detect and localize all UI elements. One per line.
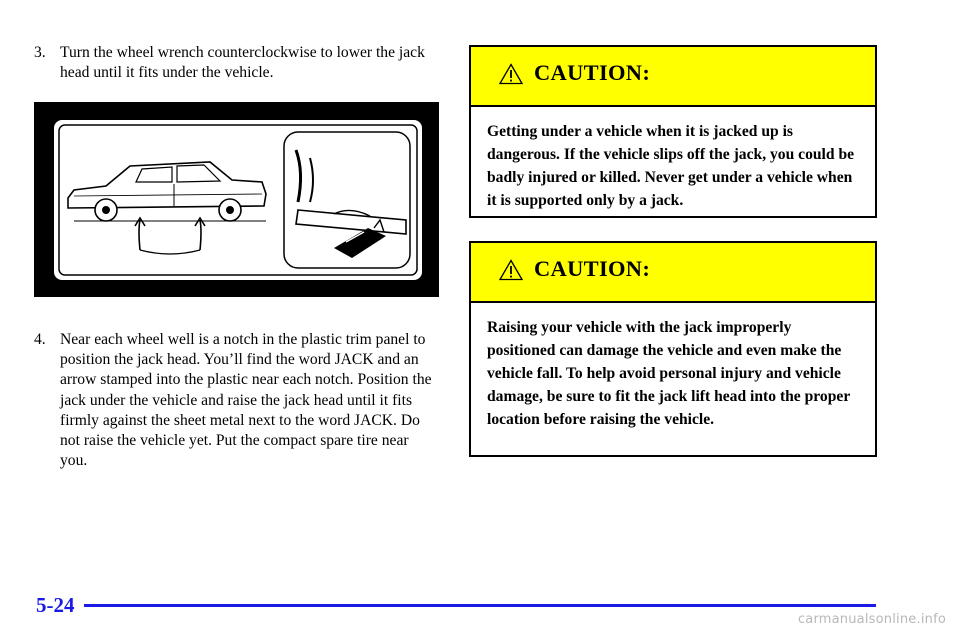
step-number: 3. (34, 44, 46, 61)
watermark: carmanualsonline.info (797, 612, 946, 627)
page-number: 5-24 (36, 593, 75, 617)
caution-box-jacked-vehicle (469, 45, 877, 218)
step-4 (34, 330, 438, 471)
vehicle-jack-points-icon (34, 102, 439, 297)
caution-title: CAUTION: (534, 256, 651, 281)
step-number: 4. (34, 331, 46, 348)
warning-triangle-icon (499, 259, 523, 281)
warning-triangle-icon (499, 63, 523, 85)
caution-text: Getting under a vehicle when it is jacked up is dangerous. If the vehicle slips off the jack, you could be badly injured or killed. Never get under a vehicle when it is supported only by a jack. (487, 123, 855, 210)
caution-box-jack-position (469, 241, 877, 457)
caution-header (471, 47, 875, 107)
step-text: Near each wheel well is a notch in the plastic trim panel to position the jack head. You’ll find the word JACK and an arrow stamped into the plastic near each notch. Position the jack under the vehicle and raise the jack head until it fits firmly against the sheet metal next to the word JACK. Do not raise the vehicle yet. Put the compact spare tire near you. (60, 331, 432, 470)
vehicle-jack-points-illustration (34, 102, 439, 297)
caution-header (471, 243, 875, 303)
step-text: Turn the wheel wrench counterclockwise to lower the jack head until it fits under the vehicle. (60, 44, 425, 82)
caution-text: Raising your vehicle with the jack improperly positioned can damage the vehicle and even make the vehicle fall. To help avoid personal injury and vehicle damage, be sure to fit the jack lift head into the proper location before raising the vehicle. (487, 319, 850, 429)
caution-title: CAUTION: (534, 60, 651, 85)
footer-rule (84, 604, 876, 607)
step-3 (34, 43, 438, 83)
